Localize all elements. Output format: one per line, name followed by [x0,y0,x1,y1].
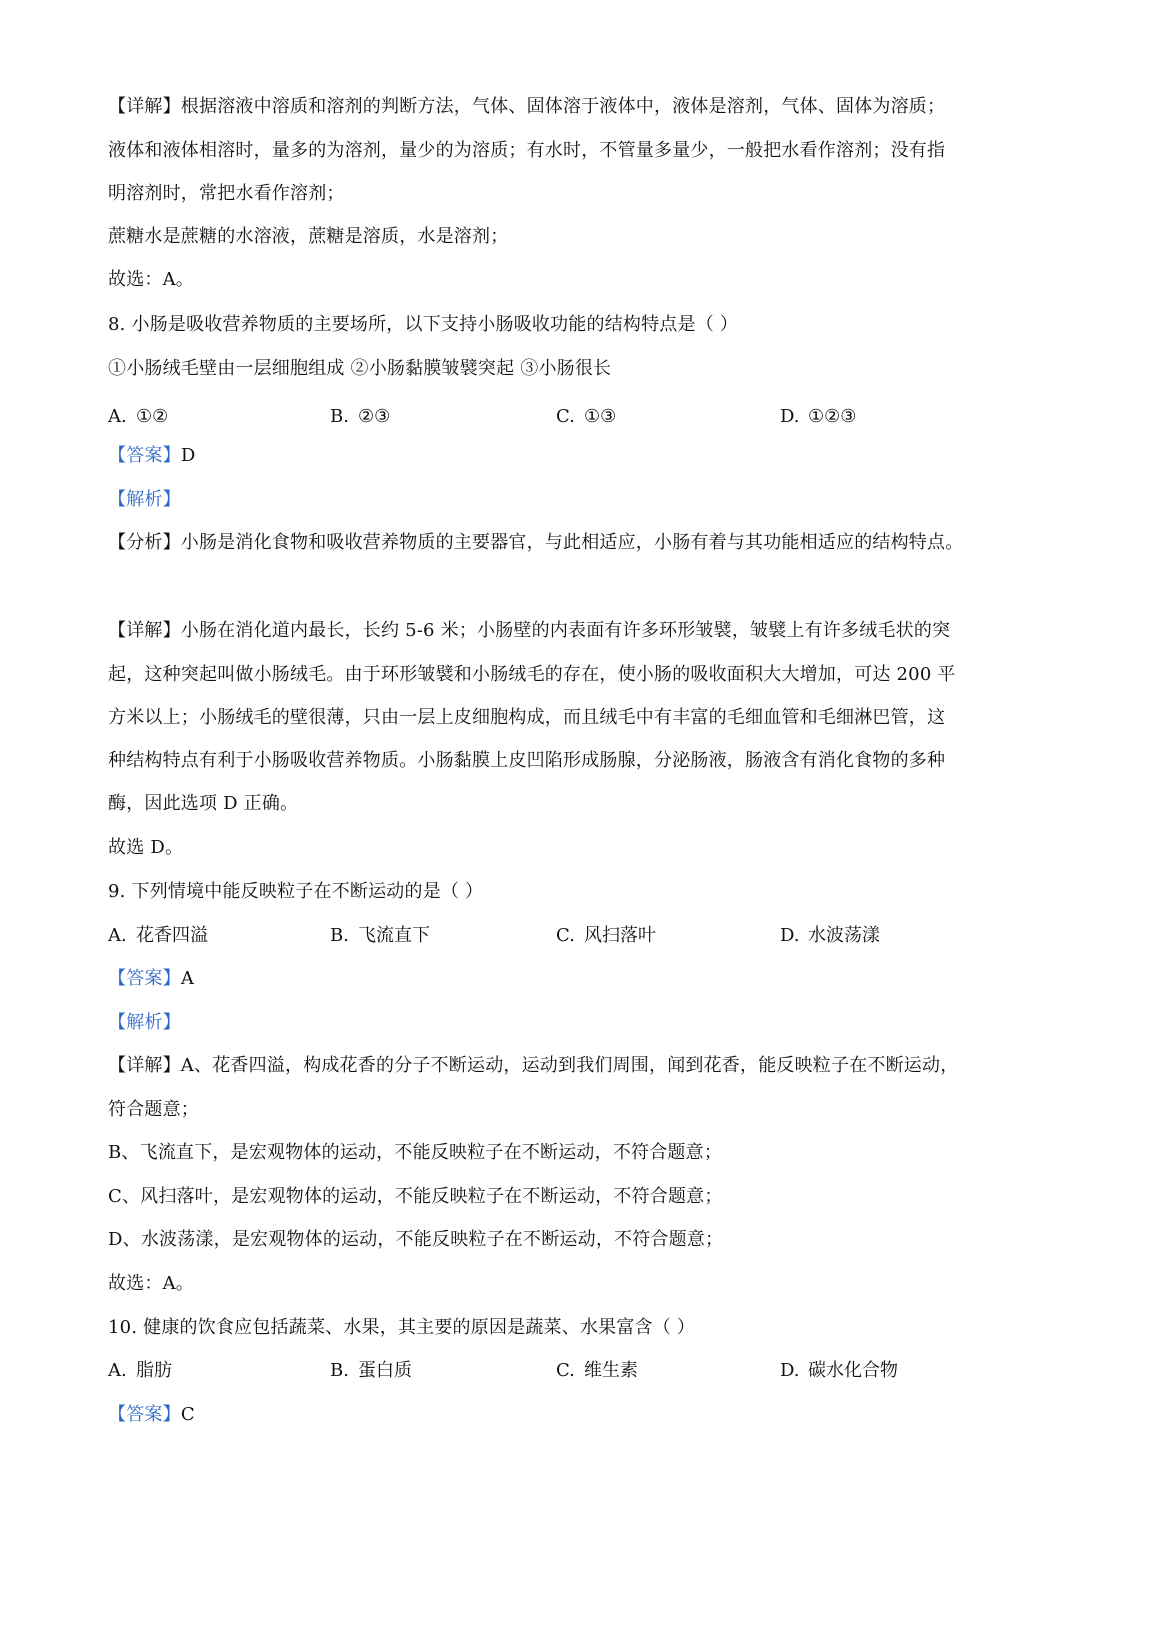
answer-value: C [180,1404,195,1425]
option-d: D. 碳水化合物 [780,1360,898,1381]
question-8-statements: ①小肠绒毛壁由一层细胞组成 ②小肠黏膜皱襞突起 ③小肠很长 [108,358,612,379]
detail-line: D、水波荡漾，是宏观物体的运动，不能反映粒子在不断运动，不符合题意； [108,1229,724,1250]
analysis-line: 【分析】小肠是消化食物和吸收营养物质的主要器官，与此相适应，小肠有着与其功能相适应的结构特点。 [108,532,964,553]
detail-line: 【详解】A、花香四溢，构成花香的分子不断运动，运动到我们周围，闻到花香，能反映粒子在不断运动， [108,1055,959,1076]
question-8-stem: 8. 小肠是吸收营养物质的主要场所，以下支持小肠吸收功能的结构特点是（ ） [108,314,739,335]
option-b: B. 飞流直下 [330,925,430,946]
answer-line [108,1403,1058,1427]
option-a: A. 花香四溢 [108,925,208,946]
detail-line: B、飞流直下，是宏观物体的运动，不能反映粒子在不断运动，不符合题意； [108,1142,723,1163]
detail-line: 种结构特点有利于小肠吸收营养物质。小肠黏膜上皮凹陷形成肠腺，分泌肠液，肠液含有消化食物的多种 [108,750,946,771]
detail-line: 液体和液体相溶时，量多的为溶剂，量少的为溶质；有水时，不管量多量少，一般把水看作溶剂；没有指 [108,140,946,161]
detail-line: 【详解】根据溶液中溶质和溶剂的判断方法，气体、固体溶于液体中，液体是溶剂，气体、固体为溶质； [108,96,946,117]
detail-line: 方米以上；小肠绒毛的壁很薄，只由一层上皮细胞构成，而且绒毛中有丰富的毛细血管和毛细淋巴管，这 [108,707,946,728]
answer-line [108,967,1058,991]
option-d: D. 水波荡漾 [780,925,880,946]
conclusion-line: 故选 D。 [108,837,184,858]
option-d: D. ①②③ [780,406,857,427]
answer-tag: 【答案】 [108,445,181,466]
detail-line: 起，这种突起叫做小肠绒毛。由于环形皱襞和小肠绒毛的存在，使小肠的吸收面积大大增加，可达 200 平 [108,664,956,685]
analysis-tag: 【解析】 [108,1012,181,1033]
option-c: C. 维生素 [556,1360,638,1381]
conclusion-line: 故选：A。 [108,1273,194,1294]
option-c: C. 风扫落叶 [556,925,656,946]
answer-tag: 【答案】 [108,1404,181,1425]
detail-line: C、风扫落叶，是宏观物体的运动，不能反映粒子在不断运动，不符合题意； [108,1186,723,1207]
option-c: C. ①③ [556,406,617,427]
detail-line: 蔗糖水是蔗糖的水溶液，蔗糖是溶质，水是溶剂； [108,226,509,247]
detail-line: 【详解】小肠在消化道内最长，长约 5-6 米；小肠壁的内表面有许多环形皱襞，皱襞上有许多绒毛状的突 [108,620,951,641]
option-a: A. ①② [108,406,169,427]
option-b: B. ②③ [330,406,391,427]
detail-line: 酶，因此选项 D 正确。 [108,793,299,814]
option-a: A. 脂肪 [108,1360,172,1381]
option-b: B. 蛋白质 [330,1360,412,1381]
detail-line: 符合题意； [108,1099,199,1120]
answer-tag: 【答案】 [108,968,181,989]
question-10-stem: 10. 健康的饮食应包括蔬菜、水果，其主要的原因是蔬菜、水果富含（ ） [108,1317,696,1338]
answer-value: A [180,968,195,989]
answer-value: D [180,445,196,466]
answer-line [108,444,1058,468]
question-9-stem: 9. 下列情境中能反映粒子在不断运动的是（ ） [108,881,484,902]
conclusion-line: 故选：A。 [108,269,194,290]
detail-line: 明溶剂时，常把水看作溶剂； [108,183,345,204]
analysis-tag: 【解析】 [108,489,181,510]
